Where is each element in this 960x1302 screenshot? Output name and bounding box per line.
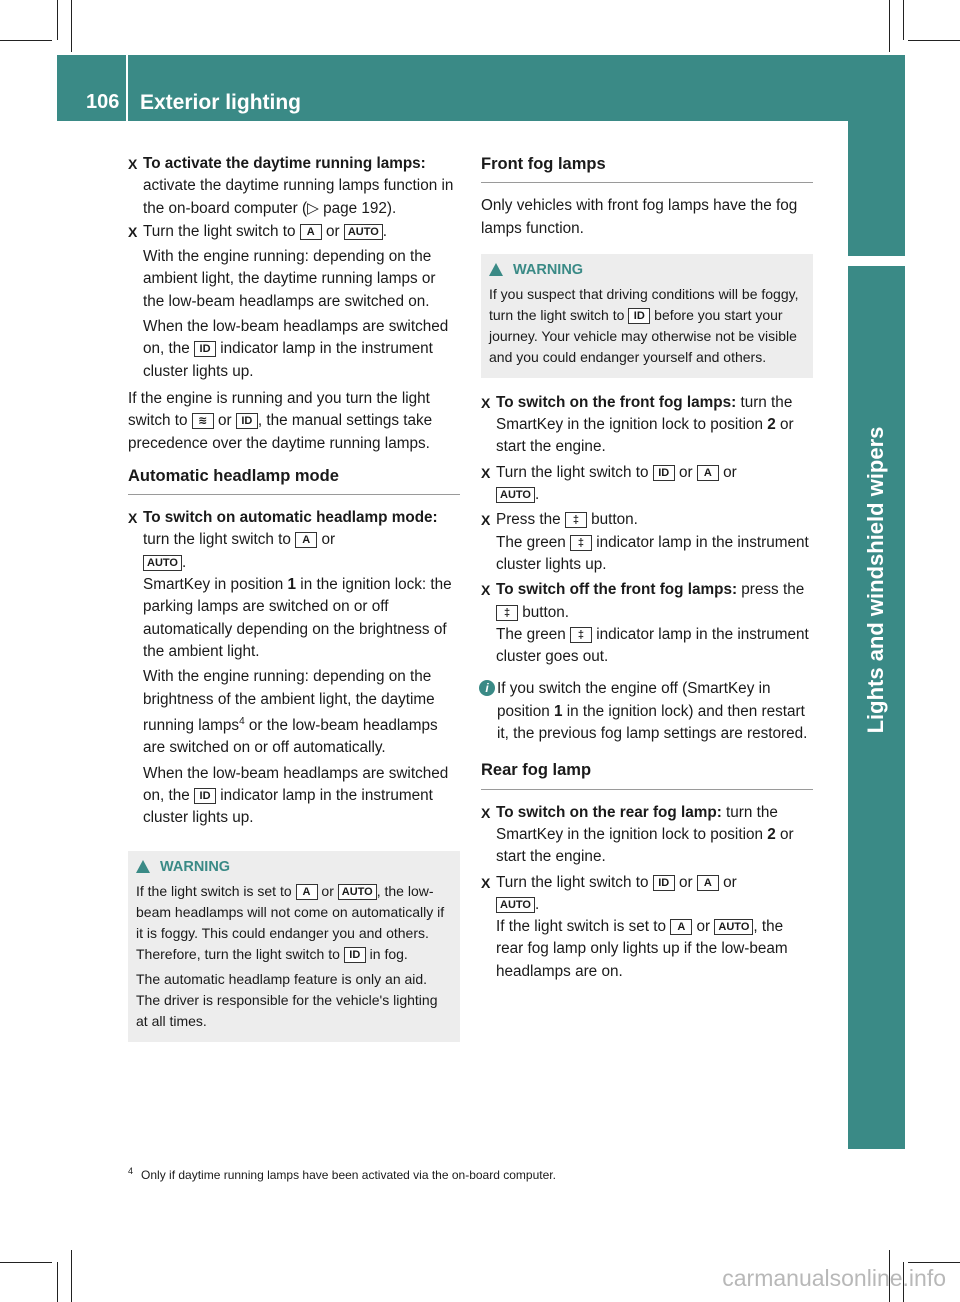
step-press-fog-button [481, 509, 813, 576]
fog-lamp-icon: ‡ [570, 535, 592, 551]
a-switch-icon: A [295, 532, 317, 548]
warning-box [481, 254, 813, 378]
warning-text: If the light switch is set to [136, 883, 296, 900]
step-text: in the ignition lock: the parking lamps are switched on or off automatically depending on the brightness of the ambient light. [143, 576, 452, 660]
body-text: If the engine is running and you turn the light switch to [128, 389, 430, 430]
right-column [481, 153, 813, 986]
position-number: 1 [287, 576, 297, 594]
step-text: Turn the light switch to [496, 873, 653, 891]
header-divider [126, 55, 128, 121]
footnote-number: 4 [128, 1166, 134, 1176]
side-tab-separator [848, 256, 905, 266]
auto-switch-icon: AUTO [714, 919, 753, 935]
step-text: With the engine running: depending on the brightness of the ambient light, the daytime running lamps [143, 668, 435, 734]
crop-mark [57, 1262, 58, 1302]
position-number: 1 [553, 702, 563, 720]
step-activate-drl [128, 153, 460, 220]
step-text: or [692, 918, 715, 936]
step-text: . [382, 222, 388, 240]
low-beam-icon: ID [628, 308, 650, 324]
watermark: carmanualsonline.info [722, 1265, 946, 1291]
step-text: . [534, 486, 540, 504]
step-text: When the low-beam headlamps are switched on, the [143, 318, 449, 358]
step-text: activate the daytime running lamps function in the on-board computer (▷ page 192). [143, 177, 454, 217]
parking-lamp-icon: ≋ [192, 413, 214, 429]
step-text: or [718, 463, 737, 481]
step-text: . [181, 553, 187, 571]
step-text: , the rear fog lamp only lights up if the low-beam headlamps are on. [496, 918, 788, 980]
crop-mark [0, 1262, 52, 1263]
auto-switch-icon: AUTO [496, 897, 535, 913]
auto-switch-icon: AUTO [143, 555, 182, 571]
footnote-text: Only if daytime running lamps have been activated via the on-board computer. [141, 1168, 556, 1182]
step-rear-fog-on [481, 802, 813, 869]
low-beam-icon: ID [194, 341, 216, 357]
step-auto-mode [128, 507, 460, 829]
footnote [128, 1166, 556, 1182]
a-switch-icon: A [697, 465, 719, 481]
step-text: or [718, 873, 737, 891]
info-text: in the ignition lock) and then restart it, the previous fog lamp settings are restored. [497, 702, 808, 743]
step-text: button. [586, 511, 638, 529]
step-title: To switch on the rear fog lamp: [496, 803, 722, 821]
step-text: indicator lamp in the instrument cluster lights up. [496, 533, 809, 573]
low-beam-icon: ID [344, 947, 366, 963]
position-number: 2 [767, 825, 776, 843]
warning-text: or [317, 883, 338, 900]
page-number: 106 [86, 91, 120, 113]
step-result: With the engine running: depending on the ambient light, the daytime running lamps or the low-beam headlamps are switched on. [143, 248, 436, 310]
crop-mark [57, 0, 58, 40]
step-text: or [321, 222, 344, 240]
step-front-fog-on [481, 392, 813, 459]
warning-box [128, 851, 460, 1042]
step-text: If the light switch is set to [496, 918, 671, 936]
auto-switch-icon: AUTO [338, 884, 377, 900]
step-title: To activate the daytime running lamps: [143, 155, 426, 172]
auto-switch-icon: AUTO [344, 224, 383, 240]
step-turn-switch [481, 872, 813, 983]
step-text: The green [496, 533, 570, 551]
side-tab-label: Lights and windshield wipers [863, 426, 888, 734]
step-text: or [674, 463, 697, 481]
crop-mark [908, 40, 960, 41]
position-number: 2 [767, 416, 776, 434]
step-title: To switch on automatic headlamp mode: [143, 509, 438, 527]
footnote-ref: 4 [239, 715, 245, 727]
step-text: or start the engine. [496, 416, 794, 456]
step-title: To switch off the front fog lamps: [496, 581, 738, 599]
crop-mark [71, 1250, 72, 1302]
step-text: turn the light switch to [143, 531, 296, 549]
warning-text: The automatic headlamp feature is only an aid. The driver is responsible for the vehicle's lighting at all times. [136, 971, 438, 1030]
step-text: When the low-beam headlamps are switched on, the [143, 764, 449, 804]
crop-mark [889, 0, 890, 52]
info-icon: i [479, 680, 495, 696]
info-note [481, 678, 813, 745]
low-beam-icon: ID [653, 875, 675, 891]
body-paragraph [128, 388, 460, 455]
info-text: If you switch the engine off (SmartKey in position [497, 680, 771, 720]
step-text: button. [518, 603, 570, 621]
step-turn-switch [481, 462, 813, 507]
section-heading-front-fog: Front fog lamps [481, 153, 813, 183]
step-text: press the [737, 581, 805, 599]
body-text: , the manual settings take precedence over the daytime running lamps. [128, 412, 433, 452]
warning-text: in fog. [365, 946, 408, 963]
step-text: SmartKey in position [143, 576, 288, 594]
body-paragraph: Only vehicles with front fog lamps have the fog lamps function. [481, 197, 798, 237]
a-switch-icon: A [300, 224, 322, 240]
a-switch-icon: A [670, 919, 692, 935]
fog-lamp-icon: ‡ [565, 512, 587, 528]
a-switch-icon: A [697, 875, 719, 891]
warning-title: WARNING [513, 261, 584, 278]
crop-mark [903, 0, 904, 40]
step-text: turn the SmartKey in the ignition lock to position [496, 393, 793, 434]
section-heading-automatic: Automatic headlamp mode [128, 465, 460, 495]
step-turn-switch [128, 221, 460, 383]
step-text: or the low-beam headlamps are switched on or off automatically. [143, 716, 438, 757]
warning-title: WARNING [160, 859, 231, 876]
step-text: Press the [496, 511, 565, 529]
fog-lamp-icon: ‡ [496, 605, 518, 621]
warning-text: If you suspect that driving conditions will be foggy, turn the light switch to [489, 285, 799, 323]
auto-switch-icon: AUTO [496, 487, 535, 503]
step-text: or [317, 531, 336, 549]
a-switch-icon: A [296, 884, 318, 900]
section-heading-rear-fog: Rear fog lamp [481, 759, 813, 789]
warning-icon [489, 263, 503, 276]
step-text: Turn the light switch to [496, 463, 653, 481]
warning-text: before you start your journey. Your vehicle may otherwise not be visible and you could endanger yourself and others. [489, 306, 797, 365]
step-text: indicator lamp in the instrument cluster lights up. [143, 786, 433, 827]
step-text: or start the engine. [496, 825, 794, 866]
step-text: or [674, 873, 697, 891]
low-beam-icon: ID [194, 788, 216, 804]
left-column [128, 153, 460, 1056]
step-text: . [534, 895, 540, 913]
crop-mark [71, 0, 72, 52]
step-text: indicator lamp in the instrument cluster goes out. [496, 625, 809, 666]
step-title: To switch on the front fog lamps: [496, 393, 737, 411]
crop-mark [0, 40, 52, 41]
step-text: The green [496, 625, 570, 643]
crop-mark [908, 1262, 960, 1263]
low-beam-icon: ID [236, 413, 258, 429]
step-text: Turn the light switch to [143, 222, 300, 240]
step-front-fog-off [481, 579, 813, 668]
low-beam-icon: ID [653, 465, 675, 481]
step-text: indicator lamp in the instrument cluster lights up. [143, 340, 433, 380]
warning-icon [136, 860, 150, 873]
body-text: or [213, 412, 236, 430]
warning-text: , the low-beam headlamps will not come on automatically if it is foggy. This could endanger you and others. Therefore, turn the light switch to [136, 883, 445, 963]
page-title: Exterior lighting [140, 91, 302, 114]
fog-lamp-icon: ‡ [570, 627, 592, 643]
step-text: turn the SmartKey in the ignition lock to position [496, 803, 778, 843]
